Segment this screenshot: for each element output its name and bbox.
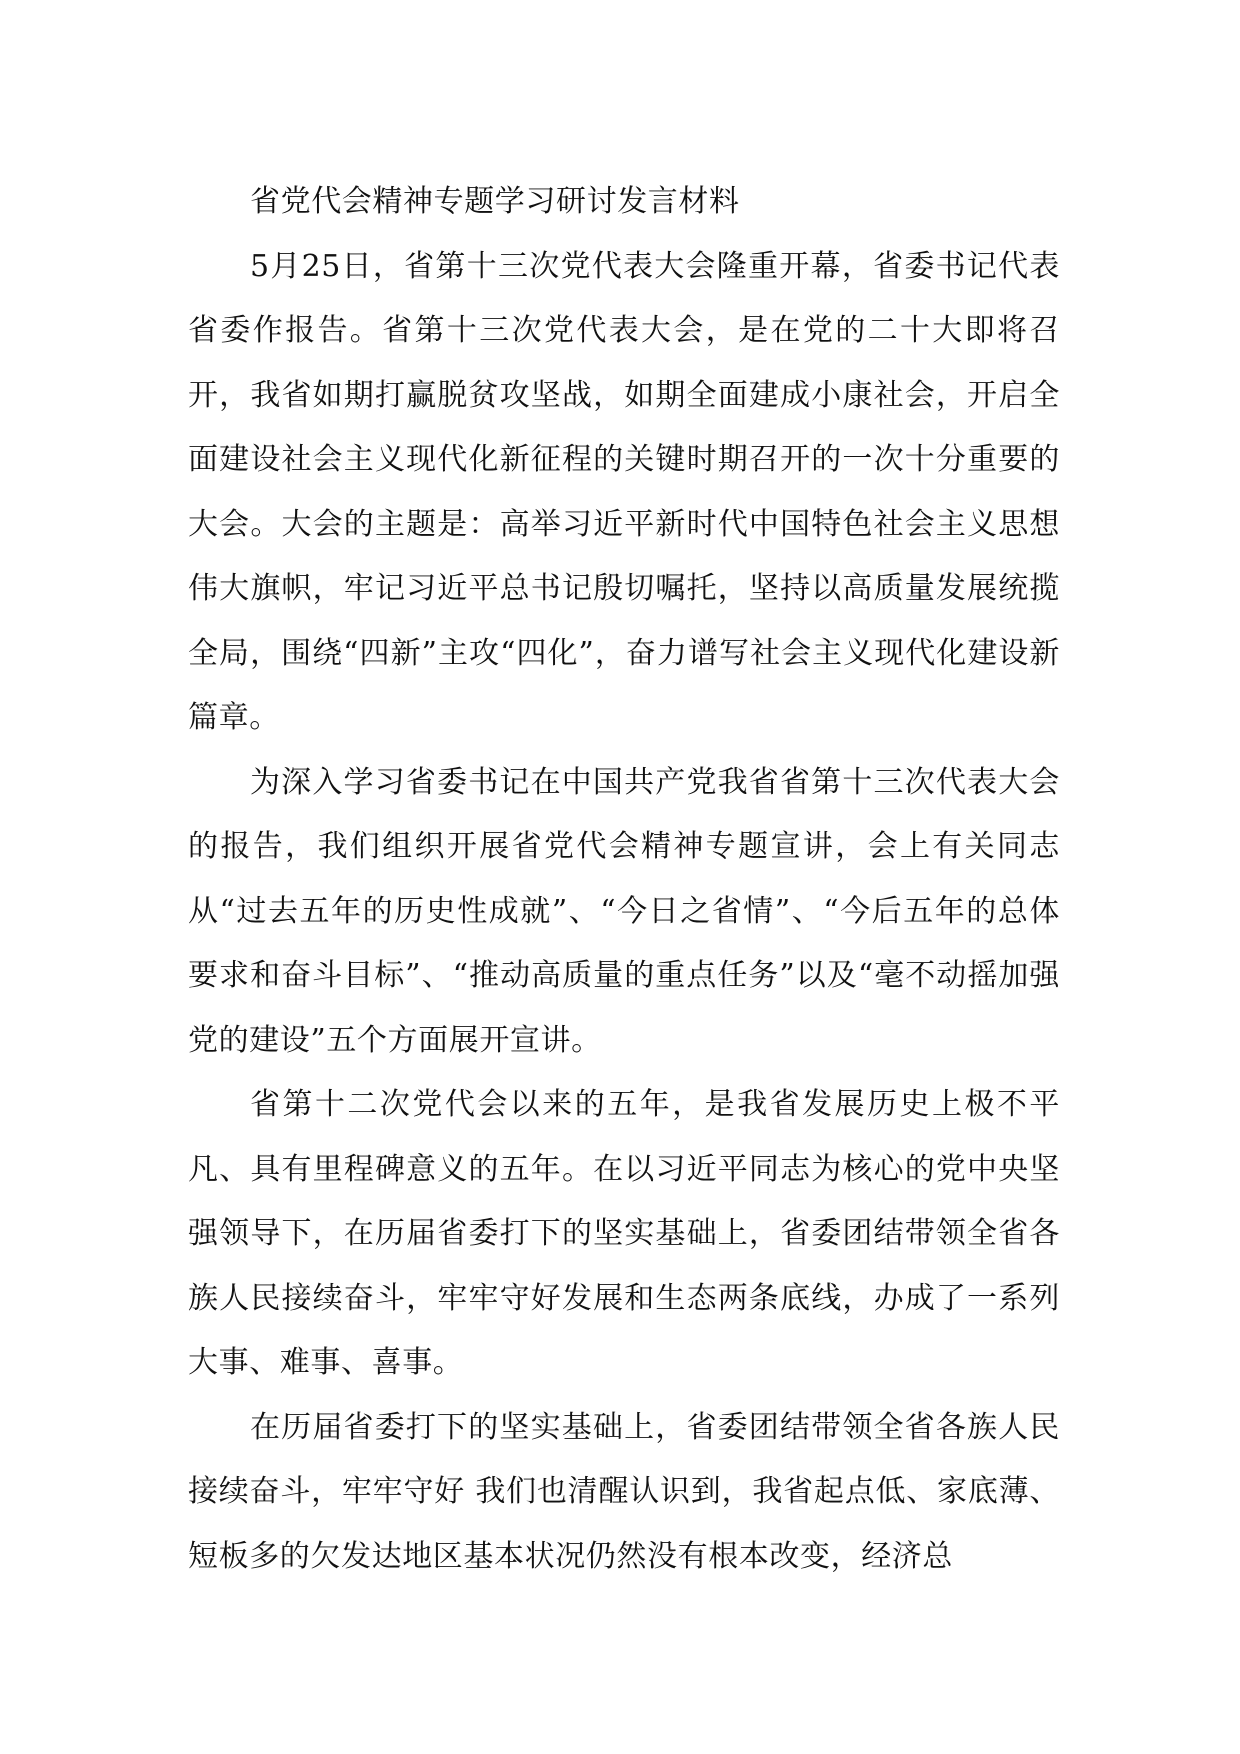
paragraph-five-years: 省第十二次党代会以来的五年，是我省发展历史上极不平凡、具有里程碑意义的五年。在以习近平同志为核心的党中央坚强领导下，在历届省委打下的坚实基础上，省委团结带领全省各族人民接续奋斗，牢牢守好发展和生态两条底线，办成了一系列大事、难事、喜事。 (188, 1087, 1060, 1380)
document-title: 省党代会精神专题学习研讨发言材料 (250, 184, 740, 219)
paragraph-foundation: 在历届省委打下的坚实基础上，省委团结带领全省各族人民接续奋斗，牢牢守好 我们也清醒认识到，我省起点低、家底薄、短板多的欠发达地区基本状况仍然没有根本改变，经济总 (188, 1409, 1060, 1574)
paragraph-study-lecture: 为深入学习省委书记在中国共产党我省省第十三次代表大会的报告，我们组织开展省党代会精神专题宣讲，会上有关同志从“过去五年的历史性成就”、“今日之省情”、“今后五年的总体要求和奋斗目标”、“推动高质量的重点任务”以及“毫不动摇加强党的建设”五个方面展开宣讲。 (188, 764, 1060, 1058)
document-body (188, 170, 1060, 1589)
paragraph-opening-ceremony: 5月25日，省第十三次党代表大会隆重开幕，省委书记代表省委作报告。省第十三次党代表大会，是在党的二十大即将召开，我省如期打赢脱贫攻坚战，如期全面建成小康社会，开启全面建设社会主义现代化新征程的关键时期召开的一次十分重要的大会。大会的主题是：高举习近平新时代中国特色社会主义思想伟大旗帜，牢记习近平总书记殷切嘱托，坚持以高质量发展统揽全局，围绕“四新”主攻“四化”，奋力谱写社会主义现代化建设新篇章。 (188, 248, 1060, 735)
